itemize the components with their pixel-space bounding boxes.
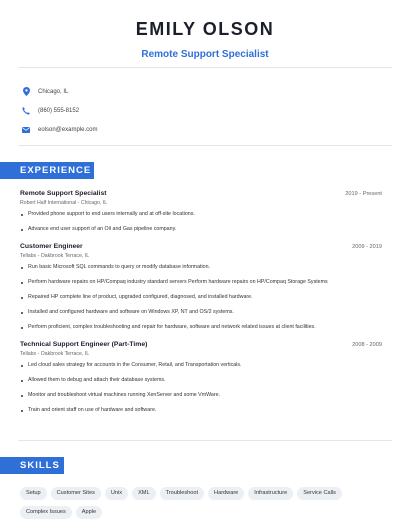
map-pin-icon bbox=[21, 87, 31, 97]
list-item: Led cloud sales strategy for accounts in the Consumer, Retail, and Transportation verticals. bbox=[20, 362, 382, 369]
job-title: Technical Support Engineer (Part-Time) bbox=[20, 341, 148, 348]
location-text: Chicago, IL bbox=[38, 88, 69, 95]
phone-text: (860) 555-8152 bbox=[38, 107, 80, 114]
contact-email bbox=[21, 120, 97, 139]
divider bbox=[18, 440, 392, 441]
list-item: Allowed them to debug and attach their database systems. bbox=[20, 377, 382, 384]
contact-location bbox=[21, 82, 97, 101]
job-company: Tellabs - Oakbrook Terrace, IL bbox=[20, 253, 90, 259]
candidate-name: EMILY OLSON bbox=[135, 19, 275, 39]
skill-chip: Unix bbox=[105, 487, 128, 500]
list-item: Train and orient staff on use of hardware and software. bbox=[20, 407, 382, 414]
job-bullets bbox=[20, 264, 382, 331]
resume-header bbox=[0, 0, 410, 61]
job-dates: 2009 - 2019 bbox=[352, 244, 382, 250]
skill-chip: Complex Issues bbox=[20, 506, 72, 519]
email-text: eolson@example.com bbox=[38, 126, 98, 133]
job-entry bbox=[20, 190, 382, 233]
phone-icon bbox=[21, 106, 31, 116]
list-item: Run basic Microsoft SQL commands to query or modify database information. bbox=[20, 264, 382, 271]
job-bullets bbox=[20, 362, 382, 414]
candidate-title: Remote Support Specialist bbox=[141, 49, 269, 60]
divider bbox=[18, 67, 392, 68]
contact-list bbox=[21, 82, 97, 139]
skills-heading: SKILLS bbox=[0, 457, 64, 474]
list-item: Perform hardware repairs on HP/Compaq industry standard servers Perform hardware repairs on HP/Compaq Storage Systems bbox=[20, 279, 382, 286]
list-item: Provided phone support to end users internally and at off-site locations. bbox=[20, 211, 382, 218]
list-item: Monitor and troubleshoot virtual machines running XenServer and some VmWare. bbox=[20, 392, 382, 399]
skill-chip: Infrastructure bbox=[248, 487, 293, 500]
job-entry bbox=[20, 243, 382, 331]
job-entry bbox=[20, 341, 382, 414]
list-item: Installed and configured hardware and software on Windows XP, NT and OS/2 systems. bbox=[20, 309, 382, 316]
experience-list bbox=[20, 190, 382, 414]
job-company: Robert Half International - Chicago, IL bbox=[20, 200, 108, 206]
skill-chip: Setup bbox=[20, 487, 47, 500]
job-dates: 2019 - Present bbox=[345, 191, 382, 197]
skills-list bbox=[20, 487, 392, 519]
contact-phone bbox=[21, 101, 97, 120]
skill-chip: Troubleshoot bbox=[160, 487, 204, 500]
job-title: Customer Engineer bbox=[20, 243, 83, 250]
job-bullets bbox=[20, 211, 382, 233]
job-title: Remote Support Specialist bbox=[20, 190, 107, 197]
skill-chip: Customer Sites bbox=[51, 487, 101, 500]
job-company: Tellabs - Oakbrook Terrace, IL bbox=[20, 351, 90, 357]
skill-chip: XML bbox=[132, 487, 156, 500]
skill-chip: Apple bbox=[76, 506, 102, 519]
skill-chip: Service Calls bbox=[297, 487, 342, 500]
divider bbox=[18, 145, 392, 146]
list-item: Advance end user support of an Oil and Gas pipeline company. bbox=[20, 226, 382, 233]
job-dates: 2008 - 2009 bbox=[352, 342, 382, 348]
list-item: Perform proficient, complex troubleshooting and repair for hardware, software and network related issues at client facilities. bbox=[20, 324, 382, 331]
list-item: Repaired HP complete line of product, upgraded configured, diagnosed, and installed hardware. bbox=[20, 294, 382, 301]
experience-heading: EXPERIENCE bbox=[0, 162, 94, 179]
envelope-icon bbox=[21, 125, 31, 135]
skill-chip: Hardware bbox=[208, 487, 244, 500]
